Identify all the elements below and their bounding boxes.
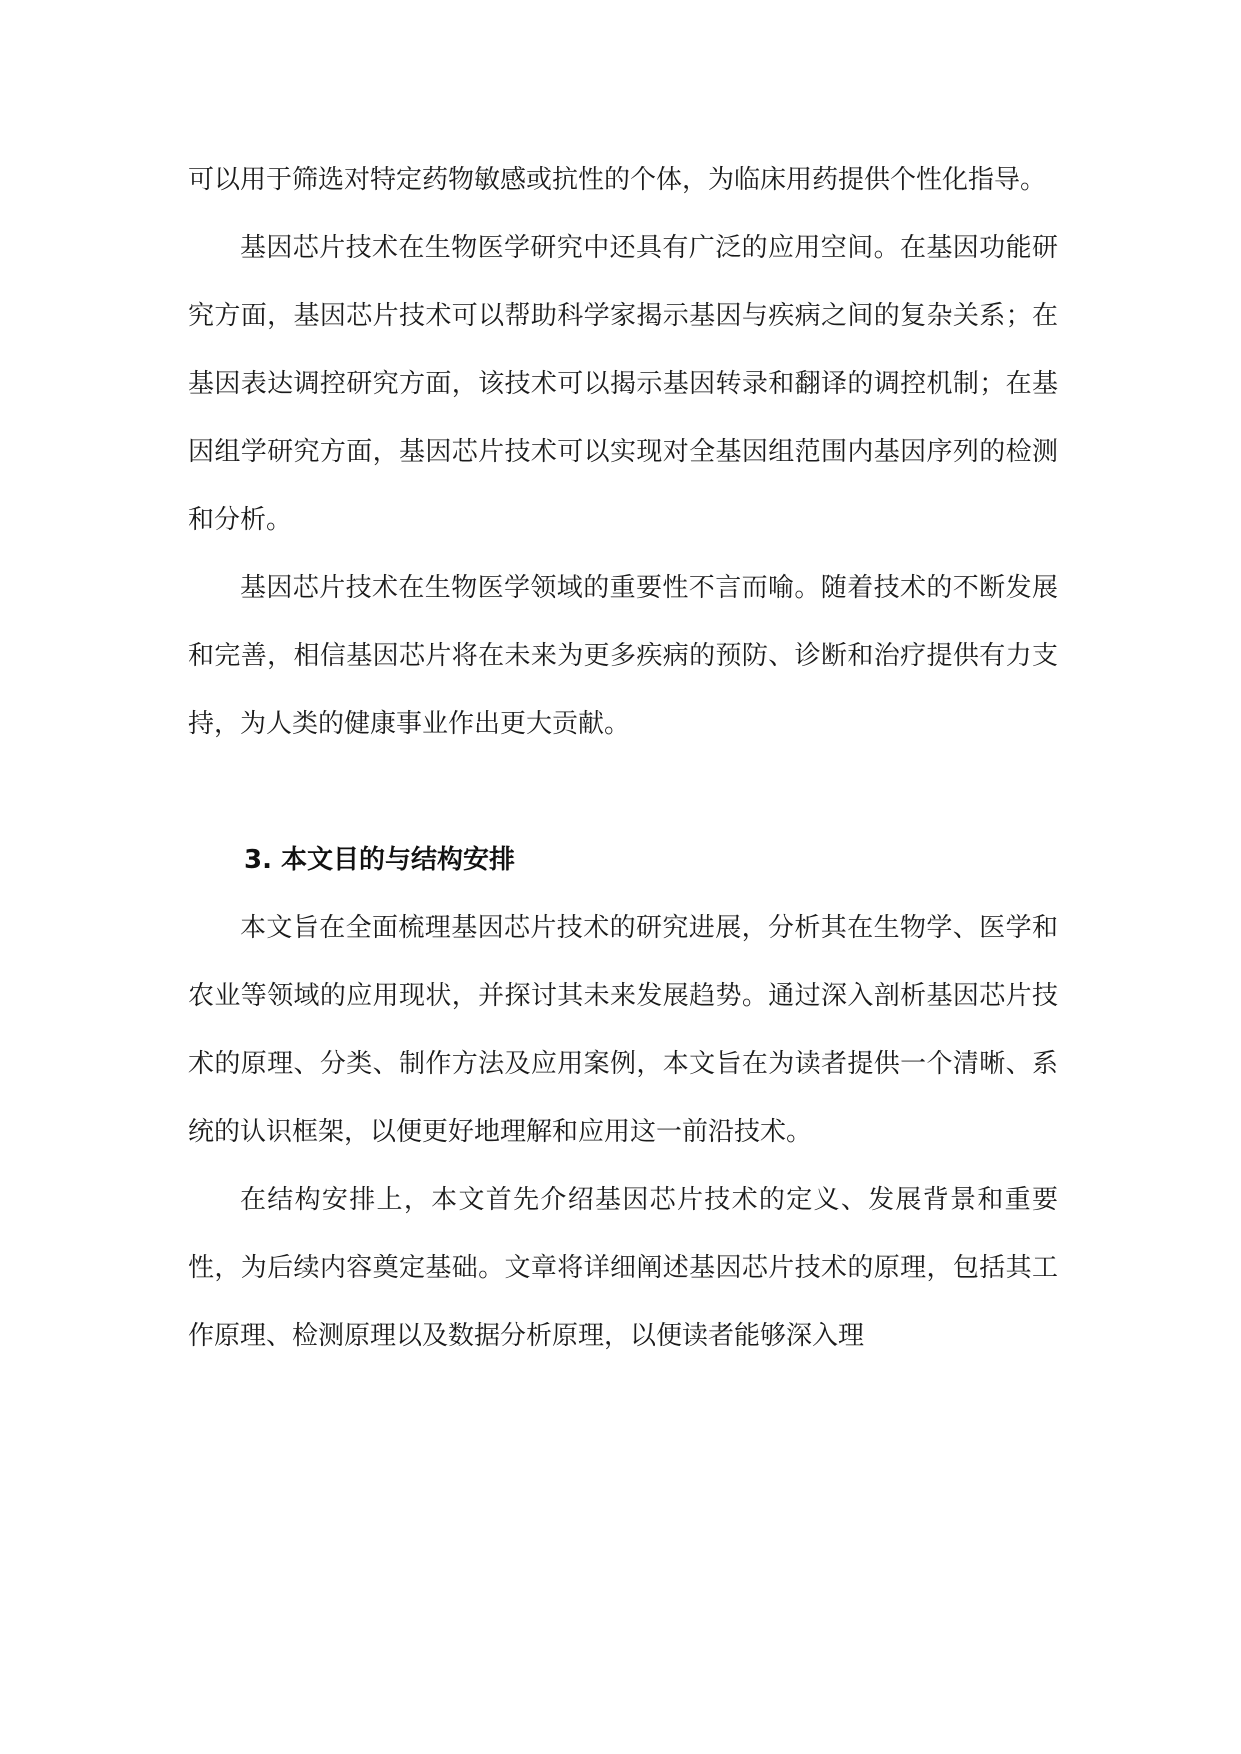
paragraph-structure: 在结构安排上，本文首先介绍基因芯片技术的定义、发展背景和重要性，为后续内容奠定基础。文章将详细阐述基因芯片技术的原理，包括其工作原理、检测原理以及数据分析原理，以便读者能够深入理 [188,1185,1058,1351]
document-body [188,146,1058,1370]
paragraph-research-applications: 基因芯片技术在生物医学研究中还具有广泛的应用空间。在基因功能研究方面，基因芯片技术可以帮助科学家揭示基因与疾病之间的复杂关系；在基因表达调控研究方面，该技术可以揭示基因转录和翻译的调控机制；在基因组学研究方面，基因芯片技术可以实现对全基因组范围内基因序列的检测和分析。 [188,233,1058,535]
paragraph-continuation: 可以用于筛选对特定药物敏感或抗性的个体，为临床用药提供个性化指导。 [188,165,1047,195]
paragraph-importance: 基因芯片技术在生物医学领域的重要性不言而喻。随着技术的不断发展和完善，相信基因芯片将在未来为更多疾病的预防、诊断和治疗提供有力支持，为人类的健康事业作出更大贡献。 [188,573,1058,739]
paragraph-purpose: 本文旨在全面梳理基因芯片技术的研究进展，分析其在生物学、医学和农业等领域的应用现状，并探讨其未来发展趋势。通过深入剖析基因芯片技术的原理、分类、制作方法及应用案例，本文旨在为读者提供一个清晰、系统的认识框架，以便更好地理解和应用这一前沿技术。 [188,913,1058,1147]
section-heading: 3. 本文目的与结构安排 [244,845,516,875]
